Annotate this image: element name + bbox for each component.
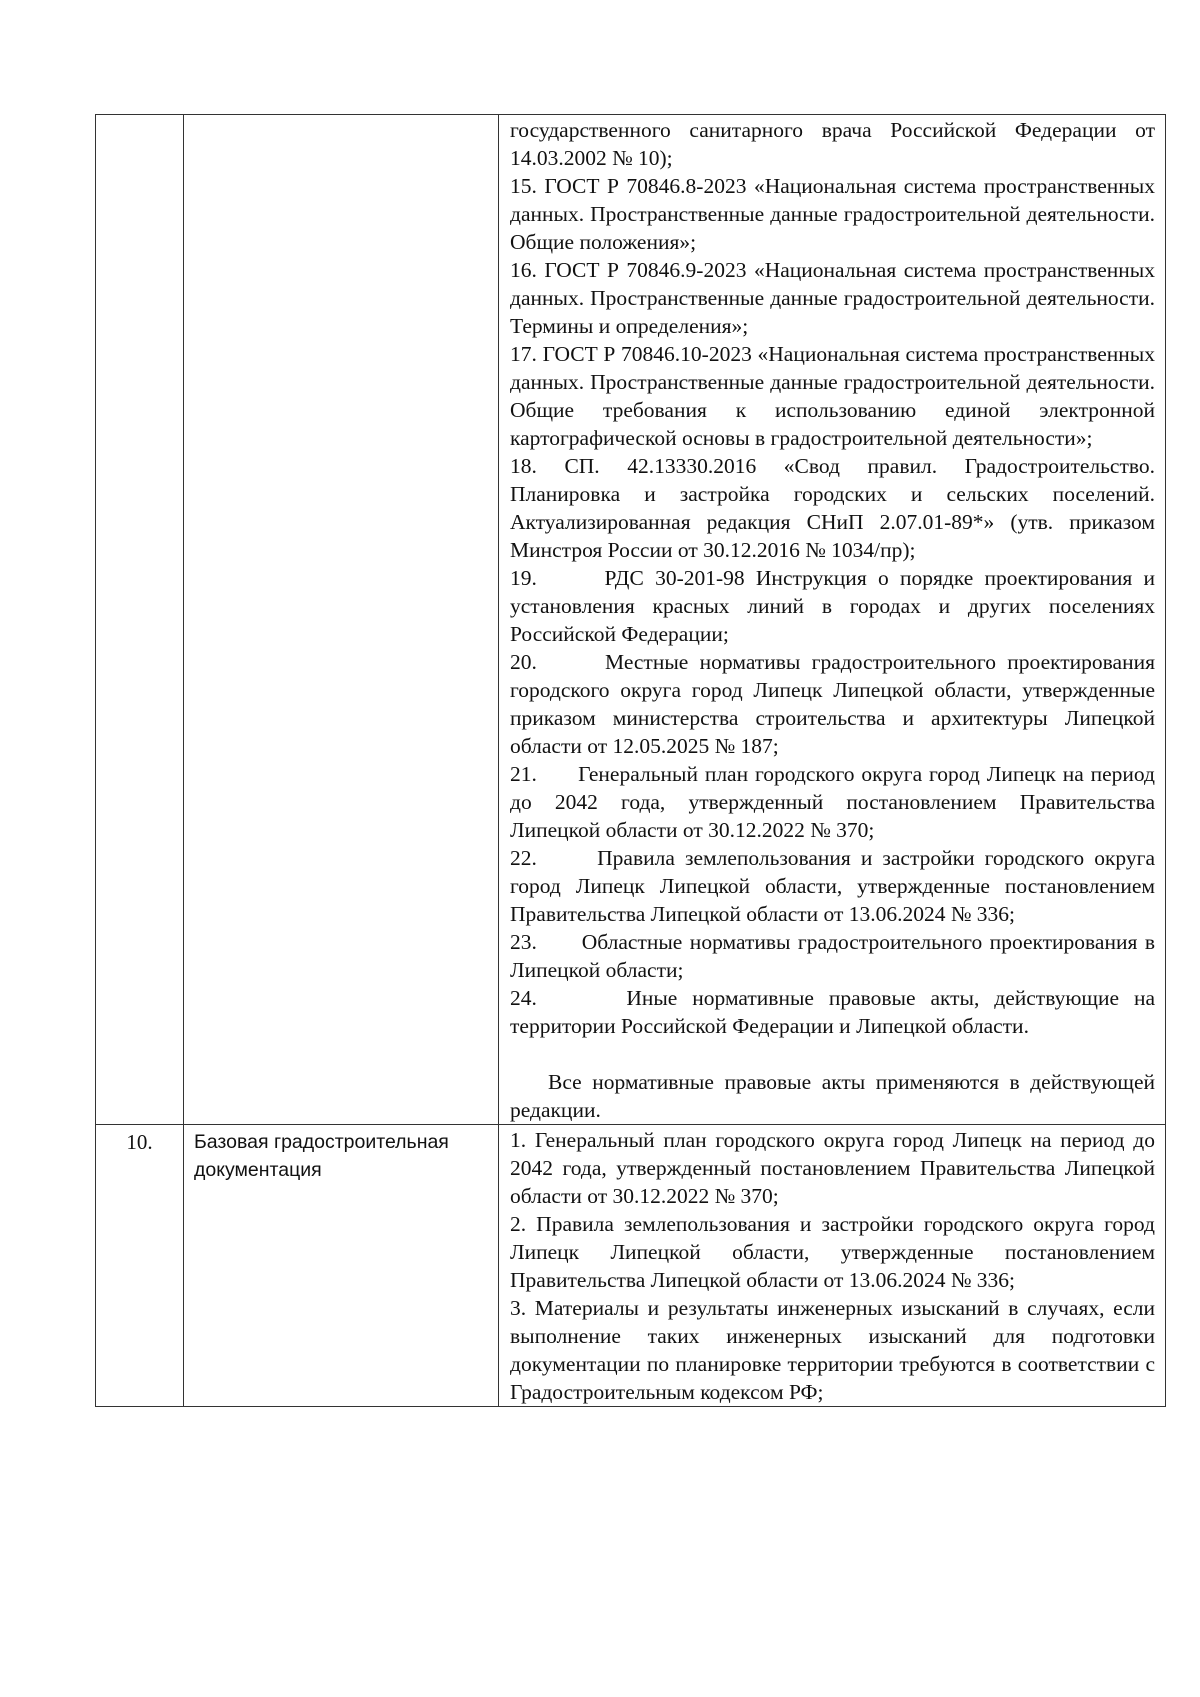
paragraph-item: 17. ГОСТ Р 70846.10-2023 «Национальная система пространственных данных. Пространственные данные градостроительной деятельности. Общие требования к использованию единой электронной картографической основы в градостроительной деятельности»; [510, 342, 1155, 450]
paragraph-item: 2. Правила землепользования и застройки городского округа город Липецк Липецкой области, утвержденные постановлением Правительства Липецкой области от 13.06.2024 № 336; [510, 1212, 1155, 1292]
paragraph-item: 23. Областные нормативы градостроительного проектирования в Липецкой области; [510, 930, 1161, 982]
paragraph-item: 19. РДС 30-201-98 Инструкция о порядке проектирования и установления красных линий в городах и других поселениях Российской Федерации; [510, 566, 1161, 646]
paragraph-item: 18. СП. 42.13330.2016 «Свод правил. Градостроительство. Планировка и застройка городских и сельских поселений. Актуализированная редакция СНиП 2.07.01-89*» (утв. приказом Минстроя России от 30.12.2016 № 1034/пр); [510, 454, 1155, 562]
paragraph-item: государственного санитарного врача Российской Федерации от 14.03.2002 № 10); [510, 118, 1155, 170]
paragraph-item: 1. Генеральный план городского округа город Липецк на период до 2042 года, утвержденный постановлением Правительства Липецкой области от 30.12.2022 № 370; [510, 1128, 1155, 1208]
paragraph-item: 3. Материалы и результаты инженерных изысканий в случаях, если выполнение таких инженерных изысканий для подготовки документации по планировке территории требуются в соответствии с Градостроительным кодексом РФ; [510, 1296, 1155, 1404]
row-name-cell [184, 115, 499, 1125]
paragraph-item: 24. Иные нормативные правовые акты, действующие на территории Российской Федерации и Липецкой области. [510, 986, 1161, 1038]
row-content-cell [499, 1125, 1166, 1407]
paragraph-item: 21. Генеральный план городского округа город Липецк на период до 2042 года, утвержденный постановлением Правительства Липецкой области от 30.12.2022 № 370; [510, 762, 1161, 842]
paragraph-item: 16. ГОСТ Р 70846.9-2023 «Национальная система пространственных данных. Пространственные данные градостроительной деятельности. Термины и определения»; [510, 258, 1155, 338]
paragraph-spacer [510, 1040, 1155, 1068]
row-number-cell [96, 115, 184, 1125]
requirements-table [95, 114, 1166, 1407]
paragraph-item: 15. ГОСТ Р 70846.8-2023 «Национальная система пространственных данных. Пространственные данные градостроительной деятельности. Общие положения»; [510, 174, 1155, 254]
table-row-continued [96, 115, 1166, 1125]
row-content-cell [499, 115, 1166, 1125]
row-number-cell: 10. [96, 1125, 184, 1407]
table-row-10 [96, 1125, 1166, 1407]
paragraph-item: 20. Местные нормативы градостроительного проектирования городского округа город Липецк Липецкой области, утвержденные приказом министерства строительства и архитектуры Липецкой области от 12.05.2025 № 187; [510, 650, 1161, 758]
row-name-cell: Базовая градостроительная документация [184, 1125, 499, 1407]
paragraph-item: 22. Правила землепользования и застройки городского округа город Липецк Липецкой области, утвержденные постановлением Правительства Липецкой области от 13.06.2024 № 336; [510, 846, 1161, 926]
closing-note: Все нормативные правовые акты применяются в действующей редакции. [510, 1070, 1155, 1122]
